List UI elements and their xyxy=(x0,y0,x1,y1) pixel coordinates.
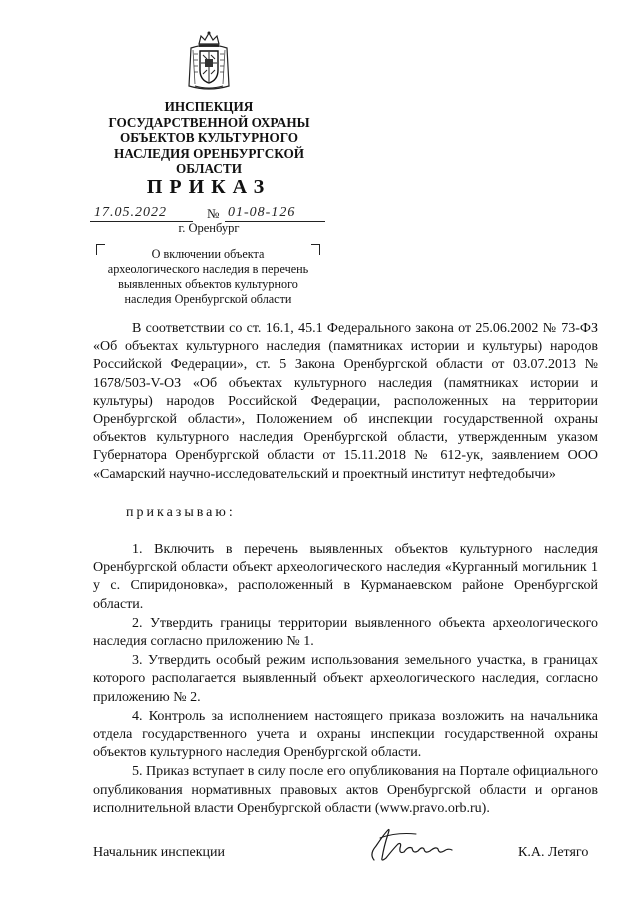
order-item: 4. Контроль за исполнением настоящего приказа возложить на начальника отдела государственного учета и охраны инспекции государственной охраны объектов культурного наследия Оренбургской области. xyxy=(93,708,598,761)
subject-line: О включении объекта xyxy=(151,247,265,261)
order-item: 5. Приказ вступает в силу после его опубликования на Портале официального опубликования нормативных правовых актов Оренбургской области и органов исполнительной власти Оренбургской области (www.pravo.orb.ru). xyxy=(93,764,598,816)
document-number: 01-08-126 xyxy=(228,205,296,220)
document-date: 17.05.2022 xyxy=(94,205,167,220)
org-name-line: ГОСУДАРСТВЕННОЙ ОХРАНЫ xyxy=(108,114,310,130)
subject-line: археологического наследия в перечень xyxy=(107,262,309,276)
number-sign: № xyxy=(207,206,220,221)
subject-line: наследия Оренбургской области xyxy=(124,292,292,306)
subject-line: выявленных объектов культурного xyxy=(118,277,298,291)
org-name-line: ОБЛАСТИ xyxy=(176,161,242,177)
document-body xyxy=(93,320,598,818)
coat-of-arms-icon xyxy=(185,30,233,92)
document-type-title: ПРИКАЗ xyxy=(146,176,272,198)
organization-name xyxy=(80,99,338,177)
document-subject xyxy=(96,244,320,307)
org-name-line: НАСЛЕДИЯ ОРЕНБУРГСКОЙ xyxy=(114,145,304,161)
subject-bracket-left xyxy=(96,244,105,255)
preamble-paragraph: В соответствии со ст. 16.1, 45.1 Федерального закона от 25.06.2002 № 73-ФЗ «Об объектах культурного наследия (памятниках истории и культуры) народов Российской Федерации», ст. 5 Закона Оренбургской области от 03.07.2013 № 1678/503-V-ОЗ «Об объектах культурного наследия (памятниках истории и культуры) народов Российской Федерации, расположенных на территории Оренбургской области», Положением об инспекции государственной охраны объектов культурного наследия Оренбургской области, утвержденным указом Губернатора Оренбургской области от 15.11.2018 № 612-ук, заявлением ООО «Самарский научно-исследовательский и проектный институт нефтедобычи» xyxy=(93,321,598,482)
subject-bracket-right xyxy=(311,244,320,255)
document-city: г. Оренбург xyxy=(178,221,240,235)
handwritten-signature-icon xyxy=(366,824,456,866)
signatory-name: К.А. Летяго xyxy=(518,845,589,860)
order-item: 2. Утвердить границы территории выявленного объекта археологического наследия согласно приложению № 1. xyxy=(93,615,598,650)
signatory-position: Начальник инспекции xyxy=(93,845,225,860)
org-name-line: ОБЪЕКТОВ КУЛЬТУРНОГО xyxy=(119,130,299,146)
order-item: 3. Утвердить особый режим использования земельного участка, в границах которого располагается выявленный объект археологического наследия, согласно приложению № 2. xyxy=(93,653,598,705)
org-name-line: ИНСПЕКЦИЯ xyxy=(164,99,254,114)
order-item: 1. Включить в перечень выявленных объектов культурного наследия Оренбургской области объект археологического наследия «Курганный могильник 1 у с. Спиридоновка», расположенный в Курманаевском районе Оренбургской области. xyxy=(93,542,598,612)
order-word: приказываю: xyxy=(126,504,236,520)
